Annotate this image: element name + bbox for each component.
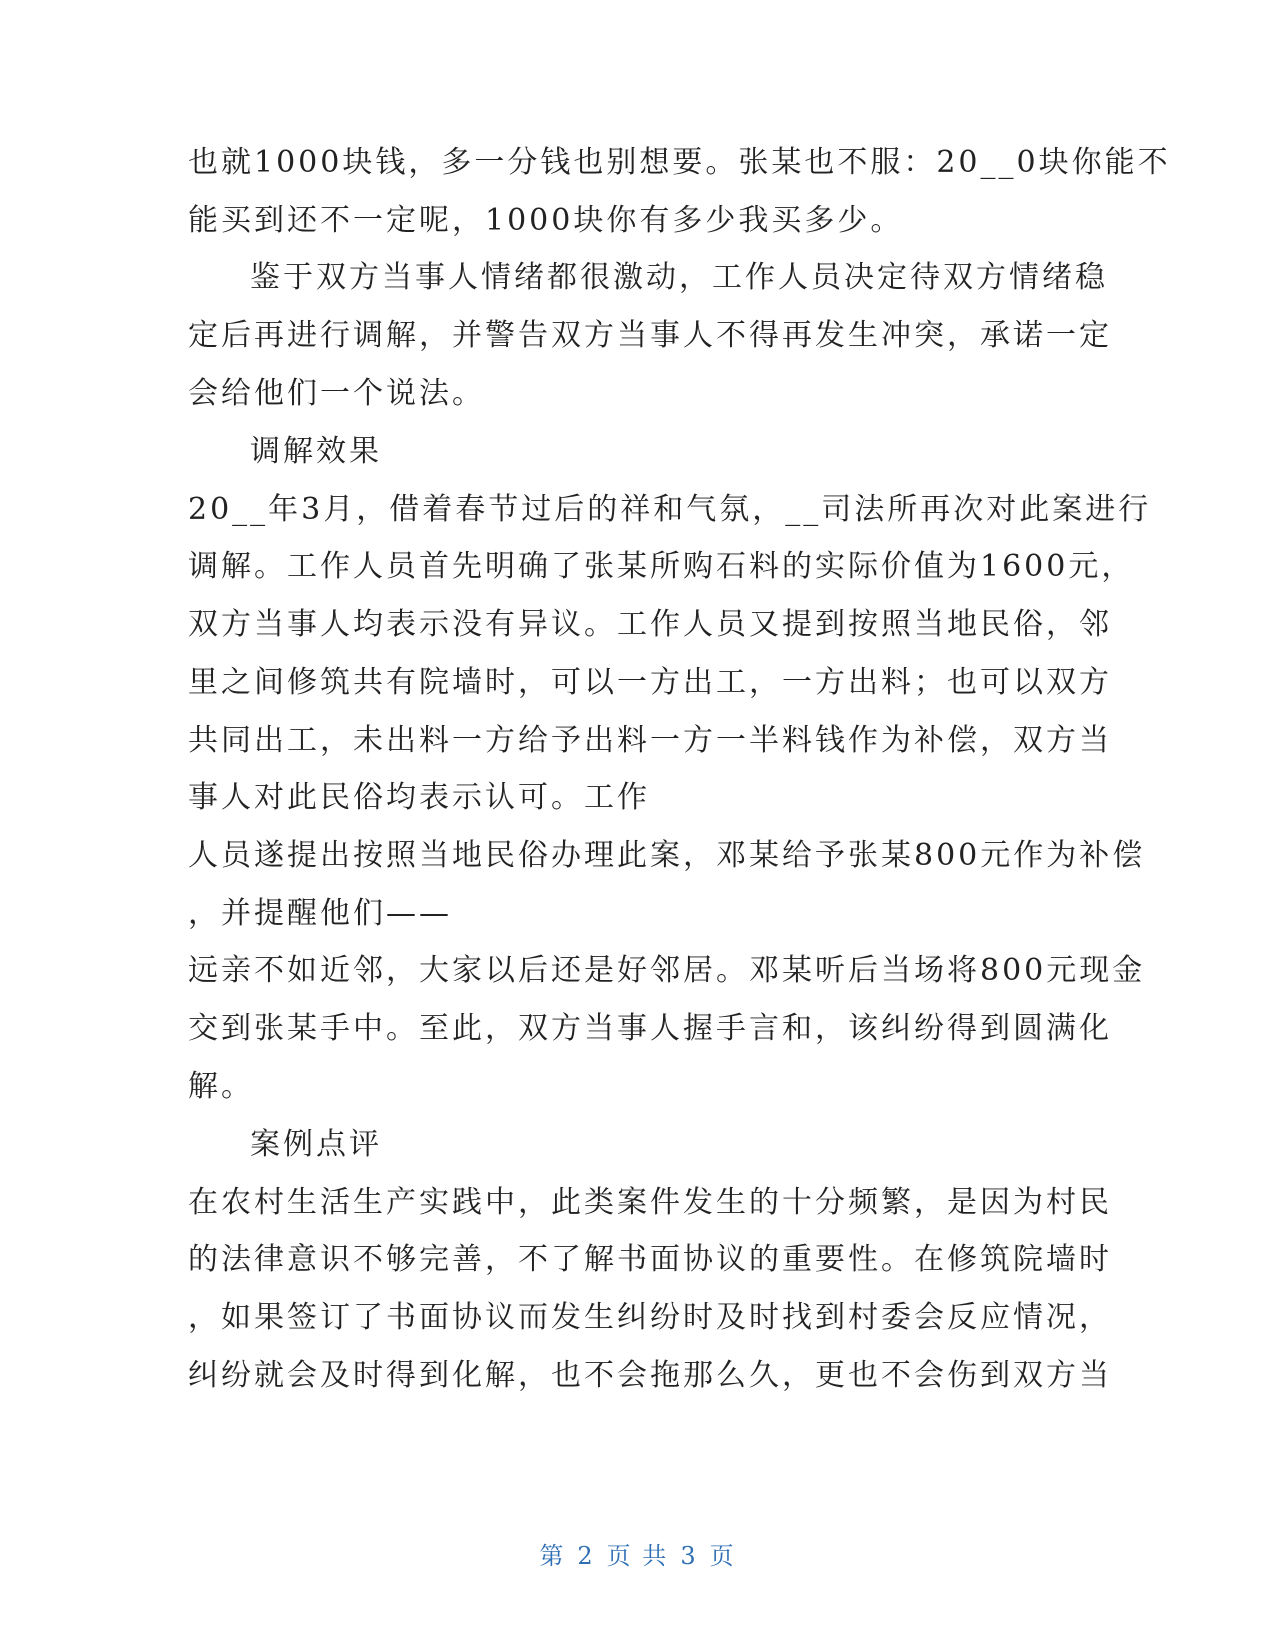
text-line: 里之间修筑共有院墙时，可以一方出工，一方出料；也可以双方 bbox=[188, 665, 1112, 700]
text-line: 会给他们一个说法。 bbox=[188, 376, 485, 411]
text-line: 定后再进行调解，并警告双方当事人不得再发生冲突，承诺一定 bbox=[188, 318, 1112, 353]
text-line: 人员遂提出按照当地民俗办理此案，邓某给予张某800元作为补偿 bbox=[188, 838, 1146, 873]
text-line: 能买到还不一定呢，1000块你有多少我买多少。 bbox=[188, 203, 904, 238]
footer-middle: 页 共 bbox=[606, 1542, 669, 1570]
text-line: 20__年3月，借着春节过后的祥和气氛，__司法所再次对此案进行 bbox=[188, 492, 1152, 527]
text-line: 调解。工作人员首先明确了张某所购石料的实际价值为1600元， bbox=[188, 549, 1135, 584]
text-line: 解。 bbox=[188, 1069, 254, 1104]
total-pages-number: 3 bbox=[680, 1542, 698, 1570]
text-line: 双方当事人均表示没有异议。工作人员又提到按照当地民俗，邻 bbox=[188, 607, 1112, 642]
text-line: 事人对此民俗均表示认可。工作 bbox=[188, 780, 650, 815]
page-number-footer bbox=[0, 1540, 1275, 1572]
text-line: 鉴于双方当事人情绪都很激动，工作人员决定待双方情绪稳 bbox=[250, 260, 1108, 295]
text-line: 在农村生活生产实践中，此类案件发生的十分频繁，是因为村民 bbox=[188, 1185, 1112, 1220]
text-line: 交到张某手中。至此，双方当事人握手言和，该纠纷得到圆满化 bbox=[188, 1011, 1112, 1046]
footer-suffix: 页 bbox=[709, 1542, 736, 1570]
section-heading: 调解效果 bbox=[250, 434, 382, 469]
text-line: ，并提醒他们—— bbox=[188, 896, 452, 931]
text-line: 远亲不如近邻，大家以后还是好邻居。邓某听后当场将800元现金 bbox=[188, 953, 1146, 988]
text-line: ，如果签订了书面协议而发生纠纷时及时找到村委会反应情况， bbox=[188, 1300, 1112, 1335]
section-heading: 案例点评 bbox=[250, 1127, 382, 1162]
current-page-number: 2 bbox=[577, 1542, 595, 1570]
text-line: 纠纷就会及时得到化解，也不会拖那么久，更也不会伤到双方当 bbox=[188, 1358, 1112, 1393]
text-line: 共同出工，未出料一方给予出料一方一半料钱作为补偿，双方当 bbox=[188, 723, 1112, 758]
text-line: 也就1000块钱，多一分钱也别想要。张某也不服：20__0块你能不 bbox=[188, 145, 1171, 180]
text-line: 的法律意识不够完善，不了解书面协议的重要性。在修筑院墙时 bbox=[188, 1242, 1112, 1277]
footer-prefix: 第 bbox=[539, 1542, 566, 1570]
